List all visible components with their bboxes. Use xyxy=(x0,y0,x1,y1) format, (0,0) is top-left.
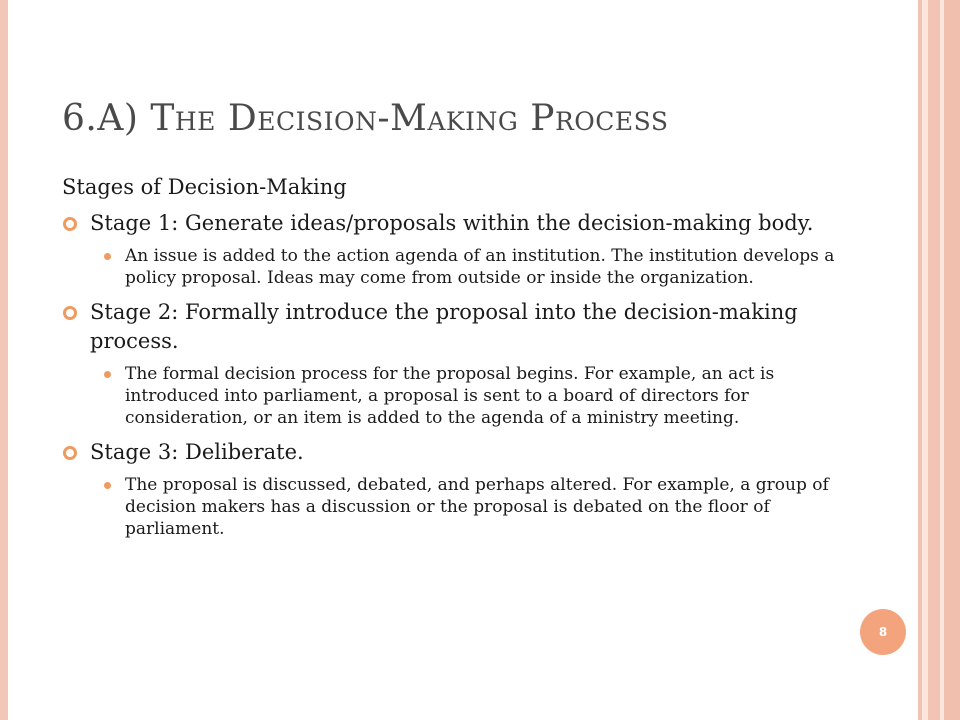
left-border-decoration xyxy=(0,0,8,720)
slide-content xyxy=(62,172,842,549)
ring-bullet-icon xyxy=(62,216,78,232)
page-number-badge: 8 xyxy=(860,609,906,655)
stripe xyxy=(944,0,960,720)
stage-detail-2 xyxy=(62,363,842,429)
slide-title xyxy=(62,98,669,139)
stage-detail-text: The proposal is discussed, debated, and perhaps altered. For example, a group of decision makers has a discussion or the proposal is debated on the floor of parliament. xyxy=(125,475,829,539)
stage-label: Stage 2: Formally introduce the proposal into the decision-making process. xyxy=(90,300,798,353)
dot-bullet-icon xyxy=(104,371,111,378)
ring-bullet-icon xyxy=(62,445,78,461)
title-number: 6.A) xyxy=(62,98,139,139)
stage-label: Stage 3: Deliberate. xyxy=(90,440,304,464)
stage-detail-text: The formal decision process for the proposal begins. For example, an act is introduced into parliament, a proposal is sent to a board of directors for consideration, or an item is added to the agenda of a ministry meeting. xyxy=(125,364,775,428)
stage-item-2 xyxy=(62,298,842,356)
stage-item-3 xyxy=(62,438,842,467)
dot-bullet-icon xyxy=(104,253,111,260)
stage-detail-1 xyxy=(62,245,842,289)
section-heading: Stages of Decision-Making xyxy=(62,175,347,199)
stage-item-1 xyxy=(62,209,842,238)
ring-bullet-icon xyxy=(62,305,78,321)
stage-label: Stage 1: Generate ideas/proposals within the decision-making body. xyxy=(90,211,814,235)
stage-detail-3 xyxy=(62,474,842,540)
title-text: The Decision-Making Process xyxy=(150,98,669,139)
stage-detail-text: An issue is added to the action agenda of an institution. The institution develops a policy proposal. Ideas may come from outside or inside the organization. xyxy=(125,246,835,288)
dot-bullet-icon xyxy=(104,482,111,489)
stripe xyxy=(928,0,940,720)
right-stripes-decoration xyxy=(918,0,960,720)
